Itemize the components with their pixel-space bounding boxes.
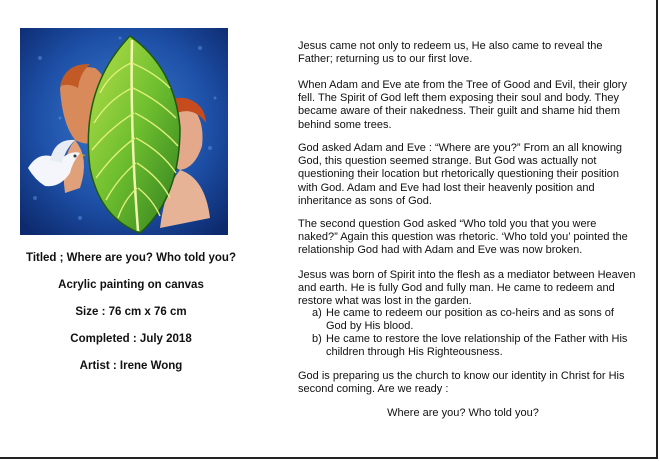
- paragraph-5: Jesus was born of Spirit into the flesh as a mediator between Heaven and earth. He is fully God and fully man. He came to redeem and restore what was lost in the garden.: [298, 269, 636, 308]
- artwork-medium: Acrylic painting on canvas: [58, 279, 204, 291]
- paragraph-3: God asked Adam and Eve : “Where are you?” From an all knowing God, this question seemed strange. But God was actually not questioning their location but rhetorically questioning their position with God. Adam and Eve had lost their heavenly position and inheritance as sons of God.: [298, 142, 623, 207]
- painting-image: [20, 28, 228, 235]
- list-marker: a): [312, 307, 322, 319]
- paragraph-2: When Adam and Eve ate from the Tree of Good and Evil, their glory fell. The Spirit of God left them exposing their soul and body. They became aware of their nakedness. Their guilt and shame hid them behind some trees.: [298, 79, 627, 131]
- paragraph-1: Jesus came not only to redeem us, He also came to reveal the Father; returning us to our first love.: [298, 40, 603, 66]
- artwork-completed: Completed : July 2018: [70, 333, 192, 345]
- artwork-title: Titled ; Where are you? Who told you?: [26, 252, 236, 264]
- list-marker: b): [312, 333, 322, 345]
- artwork-artist: Artist : Irene Wong: [79, 360, 183, 372]
- list-item-text: He came to redeem our position as co-heirs and as sons of God by His blood.: [326, 307, 614, 333]
- paragraph-6: God is preparing us the church to know our identity in Christ for His second coming. Are we ready :: [298, 370, 625, 396]
- paragraph-4: The second question God asked “Who told you that you were naked?” Again this question was rhetoric. ‘Who told you’ pointed the relationship God had with Adam and Eve was now broken.: [298, 218, 628, 257]
- list-item-text: He came to restore the love relationship of the Father with His children through His Righteousness.: [326, 333, 628, 359]
- artwork-size: Size : 76 cm x 76 cm: [75, 306, 187, 318]
- closing-questions: Where are you? Who told you?: [387, 407, 539, 419]
